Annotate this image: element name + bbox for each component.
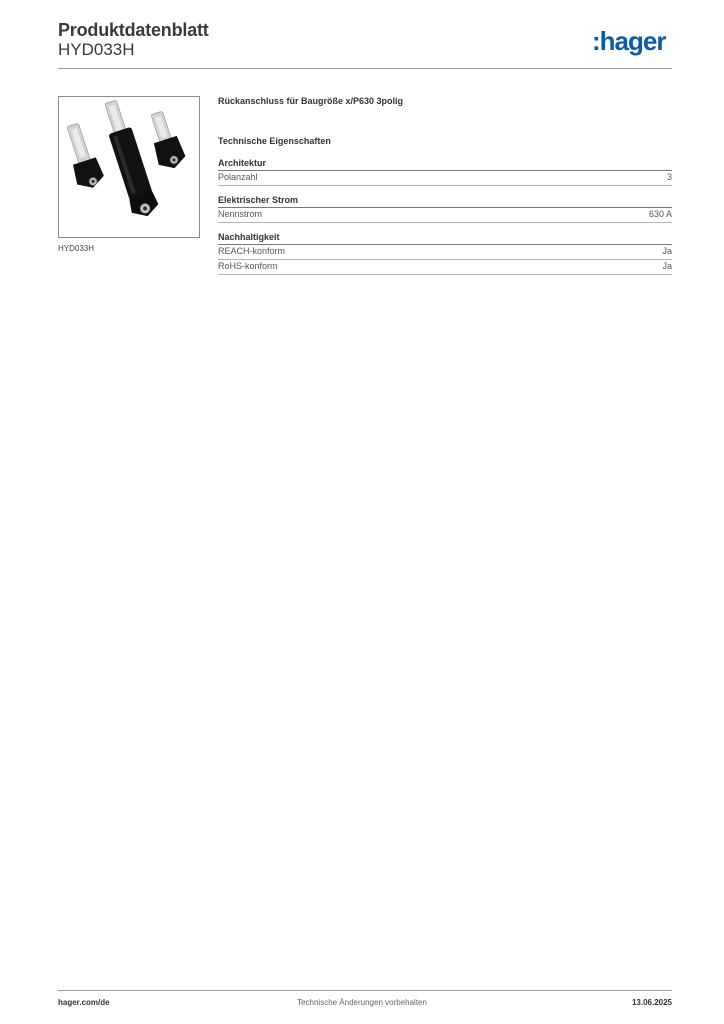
footer-date: 13.06.2025 <box>631 998 672 1007</box>
footer-divider <box>58 990 672 991</box>
product-code-heading: HYD033H <box>58 40 135 59</box>
spec-label: REACH-konform <box>218 246 286 256</box>
hager-logo <box>592 26 674 58</box>
section-title: Architektur <box>218 158 672 171</box>
spec-label: RoHS-konform <box>218 261 278 271</box>
tech-properties-heading: Technische Eigenschaften <box>218 136 331 146</box>
website-link[interactable]: hager.com/de <box>58 998 110 1007</box>
spec-row <box>218 245 672 260</box>
product-image <box>58 96 200 238</box>
section-title: Nachhaltigkeit <box>218 232 672 245</box>
spec-value: 3 <box>666 172 672 182</box>
spec-value: 630 A <box>648 209 672 219</box>
section-sustainability <box>218 232 672 275</box>
specifications-panel <box>218 96 672 284</box>
section-title: Elektrischer Strom <box>218 195 672 208</box>
section-electrical <box>218 195 672 223</box>
footer-notice: Technische Änderungen vorbehalten <box>297 998 427 1007</box>
page-title: Produktdatenblatt <box>58 20 209 40</box>
spec-label: Nennstrom <box>218 209 263 219</box>
header-divider <box>58 68 672 69</box>
image-caption: HYD033H <box>58 244 95 253</box>
product-illustration <box>59 97 199 237</box>
spec-row <box>218 171 672 186</box>
section-architecture <box>218 158 672 186</box>
spec-value: Ja <box>662 261 672 271</box>
connector-left <box>59 121 106 192</box>
product-description: Rückanschluss für Baugröße x/P630 3polig <box>218 96 404 106</box>
connector-right <box>143 109 188 173</box>
logo-text: :hager <box>592 26 666 56</box>
spec-value: Ja <box>662 246 672 256</box>
spec-row <box>218 208 672 223</box>
spec-label: Polanzahl <box>218 172 258 182</box>
spec-row <box>218 260 672 275</box>
